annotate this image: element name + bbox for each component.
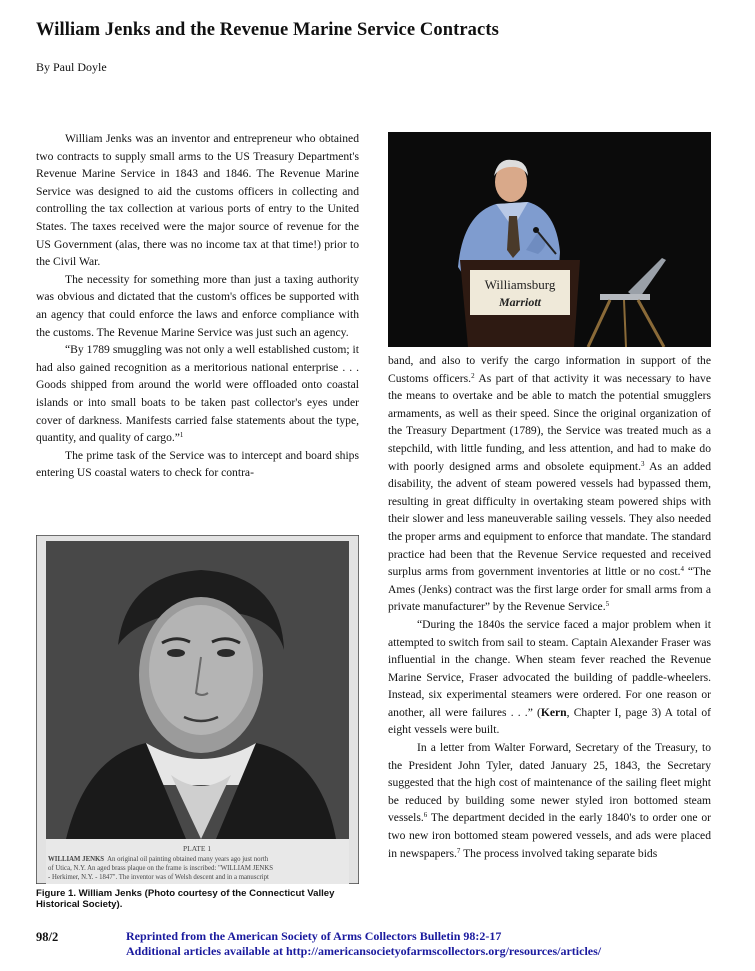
footnote-ref: 3 — [641, 459, 645, 468]
text-run: As part of that activity it was necessary to have the means to overtake and be able to match the potential smugglers armaments, as well as their speed. Since the original organization of the Treasury Department (1789), the Service was treated much as a stepchild, with little funding, and less attention, and had to make do with poorly designed arms and obsolete equipment. — [388, 371, 711, 473]
footnote-ref: 6 — [423, 811, 428, 820]
portrait-image — [36, 535, 359, 884]
plate-text-line1 — [48, 856, 269, 863]
text-run: In a letter from Walter Forward, Secretary of the Treasury, to the President John Tyler, dated January 25, 1843, the Secretary suggested that the high cost of maintenance of the sailing fleet might be reduced by building some newer styled iron bottomed steam vessels. — [388, 741, 711, 825]
left-column — [36, 130, 359, 482]
paragraph — [388, 616, 711, 739]
podium-sign-line2: Marriott — [498, 295, 542, 309]
page-number: 98/2 — [36, 930, 59, 944]
plate-text: An original oil painting obtained many years ago just north — [107, 856, 269, 863]
paragraph — [36, 341, 359, 447]
plate-text-line2: of Utica, N.Y. An aged brass plaque on the frame is inscribed: "WILLIAM JENKS — [48, 865, 274, 872]
paragraph: The necessity for something more than just a taxing authority was obvious and dictated that the custom's offices be supported with an agency that could enforce the laws and enforce compliance with the customs. The Revenue Marine Service was just such an agency. — [36, 272, 359, 339]
text-run: The department decided in the early 1840's to order one or two new iron bottomed steam powered vessels, and ads were placed in newspapers. — [388, 811, 711, 860]
paragraph: William Jenks was an inventor and entrepreneur who obtained two contracts to supply small arms to the US Treasury Department's Revenue Marine Service in 1843 and 1846. The Revenue Marine Service was designed to aid the customs officers in collecting and controlling the tax collection at various ports of entry to the United States. The taxes received were the major source of revenue for the US Government (alas, there was no income tax at that time!) prior to the Civil War. — [36, 132, 359, 269]
plate-text-line3: - Herkimer, N.Y. - 1847". The inventor was of Welsh descent and in a manuscript — [48, 874, 269, 881]
portrait-figure — [36, 535, 359, 884]
paragraph — [388, 739, 711, 862]
byline: By Paul Doyle — [36, 60, 107, 74]
articles-link[interactable]: Additional articles available at http://americansocietyofarmscollectors.org/resources/articles/ — [126, 944, 602, 958]
text-run: “During the 1840s the service faced a major problem when it attempted to switch from sail to steam. Captain Alexander Fraser was influential in the change. When steam fever reached the Revenue Marine Service, Fraser advocated the building of paddle-wheelers. Instead, six experimental steamers were ordered. For one reason or another, all were failures . . .” ( — [388, 617, 711, 719]
podium-sign-line1: Williamsburg — [484, 277, 556, 292]
text-run: As an added disability, the advent of steam powered vessels had bypassed them, resulting in great difficulty in overtaking steam powered ships with their slower and less maneuverable sailing vessels. They also needed the proper arms and equipment to enforce that mandate. The standard practice had been that the Revenue Service requested and received surplus arms from government inventories at little or no cost. — [388, 459, 711, 579]
plate-name: WILLIAM JENKS — [48, 856, 105, 863]
citation-author: Kern — [540, 705, 567, 719]
quote-text: “By 1789 smuggling was not only a well established custom; it had also gained recognition as a meritorious national enterprise . . . Goods shipped from around the world were offloaded onto coastal islands or into small boats to be taken past collector's eyes under cover of darkness. Manifests carried false statements about the type, quantity, and quality of cargo.” — [36, 343, 359, 445]
footnote-ref: 1 — [179, 431, 184, 440]
footnote-ref: 5 — [605, 600, 610, 609]
plate-label: PLATE 1 — [182, 844, 212, 853]
right-column — [388, 352, 711, 862]
paragraph — [388, 352, 711, 616]
footnote-ref: 4 — [680, 565, 684, 574]
speaker-photo — [388, 132, 711, 347]
paragraph: The prime task of the Service was to intercept and board ships entering US coastal waters to check for contra- — [36, 448, 359, 480]
footnote-ref: 7 — [456, 846, 461, 855]
figure-caption: Figure 1. William Jenks (Photo courtesy of the Connecticut Valley Historical Society). — [36, 888, 335, 910]
footnote-ref: 2 — [471, 371, 475, 380]
text-run: , Chapter I, page 3) A total of eight vessels were built. — [388, 705, 711, 737]
reprint-footer — [126, 929, 601, 959]
text-run: The process involved taking separate bids — [460, 846, 658, 860]
speaker-photo-image — [388, 132, 711, 347]
reprint-source: Reprinted from the American Society of Arms Collectors Bulletin 98:2-17 — [126, 929, 502, 943]
article-title: William Jenks and the Revenue Marine Service Contracts — [36, 20, 499, 40]
text-run: band, and also to verify the cargo information in support of the Customs officers. — [388, 354, 711, 385]
text-run: “The Ames (Jenks) contract was the first large order for small arms from a private manufacturer” by the Revenue Service. — [388, 565, 711, 614]
